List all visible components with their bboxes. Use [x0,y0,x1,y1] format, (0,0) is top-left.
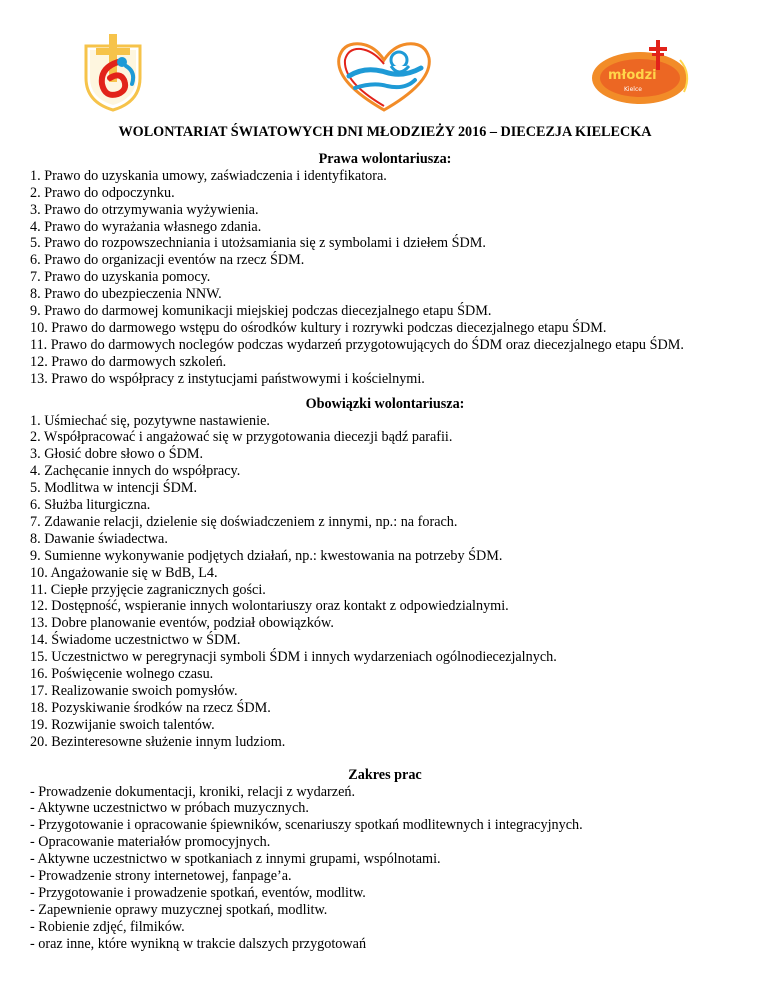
duties-heading: Obowiązki wolontariusza: [305,395,465,412]
duties-item: 1. Uśmiechać się, pozytywne nastawienie. [30,412,270,429]
duties-list [30,413,740,751]
rights-item: 13. Prawo do współpracy z instytucjami państwowymi i kościelnymi. [30,370,425,387]
mlodzi-kielce-logo [588,38,696,106]
duties-item: 9. Sumienne wykonywanie podjętych działań, np.: kwestowania na potrzeby ŚDM. [30,547,503,564]
rights-item: 1. Prawo do uzyskania umowy, zaświadczenia i identyfikatora. [30,167,387,184]
duties-item: 19. Rozwijanie swoich talentów. [30,716,215,733]
rights-item: 9. Prawo do darmowej komunikacji miejskiej podczas diecezjalnego etapu ŚDM. [30,303,492,320]
scope-heading: Zakres prac [348,766,422,783]
rights-item: 12. Prawo do darmowych szkoleń. [30,353,227,370]
duties-item: 6. Służba liturgiczna. [30,497,151,514]
rights-item: 6. Prawo do organizacji eventów na rzecz ŚDM. [30,252,305,269]
scope-item: - Aktywne uczestnictwo w próbach muzycznych. [30,800,309,817]
scope-item: - Prowadzenie strony internetowej, fanpage’a. [30,868,292,885]
heart-hands-logo-icon [325,36,443,116]
scope-item: - Opracowanie materiałów promocyjnych. [30,834,271,851]
logo-header [0,0,768,120]
duties-item: 20. Bezinteresowne służenie innym ludziom. [30,733,286,750]
rights-item: 3. Prawo do otrzymywania wyżywienia. [30,201,259,218]
scope-item: - Przygotowanie i opracowanie śpiewników, scenariuszy spotkań modlitewnych i integracyjnych. [30,817,583,834]
rights-item: 7. Prawo do uzyskania pomocy. [30,269,211,286]
rights-heading: Prawa wolontariusza: [318,150,452,167]
scope-item: - Prowadzenie dokumentacji, kroniki, relacji z wydarzeń. [30,783,356,800]
scope-item: - Zapewnienie oprawy muzycznej spotkań, modlitw. [30,901,328,918]
scope-list [30,784,740,953]
duties-item: 2. Współpracować i angażować się w przygotowania diecezji bądź parafii. [30,429,453,446]
rights-item: 10. Prawo do darmowego wstępu do ośrodków kultury i rozrywki podczas diecezjalnego etapu ŚDM. [30,319,607,336]
scope-item: - Aktywne uczestnictwo w spotkaniach z innymi grupami, wspólnotami. [30,851,441,868]
duties-item: 8. Dawanie świadectwa. [30,530,168,547]
rights-item: 5. Prawo do rozpowszechniania i utożsamiania się z symbolami i dziełem ŚDM. [30,235,486,252]
duties-item: 14. Świadome uczestnictwo w ŚDM. [30,632,241,649]
rights-item: 2. Prawo do odpoczynku. [30,184,175,201]
duties-item: 17. Realizowanie swoich pomysłów. [30,683,238,699]
rights-list [30,168,740,388]
document-body [30,124,740,953]
logo-right-text: młodzi [608,68,657,83]
duties-item: 13. Dobre planowanie eventów, podział obowiązków. [30,615,334,632]
duties-item: 10. Angażowanie się w BdB, L4. [30,564,218,581]
rights-item: 4. Prawo do wyrażania własnego zdania. [30,218,262,235]
duties-item: 18. Pozyskiwanie środków na rzecz ŚDM. [30,699,271,716]
duties-item: 5. Modlitwa w intencji ŚDM. [30,480,198,497]
duties-item: 11. Ciepłe przyjęcie zagranicznych gości. [30,581,266,598]
duties-item: 12. Dostępność, wspieranie innych wolontariuszy oraz kontakt z odpowiedzialnymi. [30,598,509,615]
scope-item: - Robienie zdjęć, filmików. [30,918,185,935]
duties-item: 16. Poświęcenie wolnego czasu. [30,666,214,683]
wyd-krakow-2016-logo-icon [78,28,148,112]
document-title: WOLONTARIAT ŚWIATOWYCH DNI MŁODZIEŻY 2016 – DIECEZJA KIELECKA [118,124,652,140]
logo-right-subtext: Kielce [624,86,642,93]
rights-item: 8. Prawo do ubezpieczenia NNW. [30,286,222,303]
duties-item: 7. Zdawanie relacji, dzielenie się doświadczeniem z innymi, np.: na forach. [30,513,458,530]
rights-item: 11. Prawo do darmowych noclegów podczas wydarzeń przygotowujących do ŚDM oraz diecezjalnego etapu ŚDM. [30,336,684,353]
duties-item: 15. Uczestnictwo w peregrynacji symboli ŚDM i innych wydarzeniach ogólnodiecezjalnych. [30,649,557,666]
scope-item: - oraz inne, które wynikną w trakcie dalszych przygotowań [30,935,367,952]
duties-item: 4. Zachęcanie innych do współpracy. [30,463,241,480]
scope-item: - Przygotowanie i prowadzenie spotkań, eventów, modlitw. [30,884,366,901]
duties-item: 3. Głosić dobre słowo o ŚDM. [30,446,204,463]
